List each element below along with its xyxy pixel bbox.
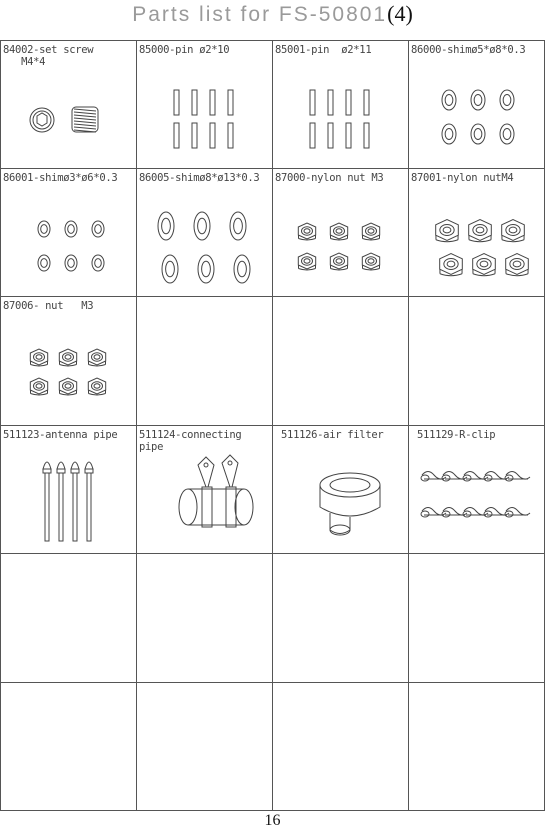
part-label: 511126-air filter xyxy=(275,429,384,441)
empty-part-cell xyxy=(136,553,272,681)
empty-part-cell xyxy=(272,682,408,810)
parts-grid xyxy=(0,40,545,811)
part-label: 511124-connecting pipe xyxy=(139,429,242,453)
part-label: 87000-nylon nut M3 xyxy=(275,172,384,184)
page-title xyxy=(0,0,545,29)
pins-drawing xyxy=(136,40,272,168)
part-label: 86001-shimø3*ø6*0.3 xyxy=(3,172,118,184)
title-text: Parts list for FS-50801 xyxy=(132,3,388,26)
antenna-pipe-drawing xyxy=(0,425,136,553)
shim-large-drawing xyxy=(136,168,272,296)
empty-part-cell xyxy=(272,296,408,424)
part-label: 87001-nylon nutM4 xyxy=(411,172,514,184)
part-label: 86000-shimø5*ø8*0.3 xyxy=(411,44,526,56)
nut-small-drawing xyxy=(0,296,136,424)
air-filter-drawing xyxy=(272,425,408,553)
connecting-pipe-drawing xyxy=(136,425,272,553)
set-screw-drawing xyxy=(0,40,136,168)
part-cell xyxy=(272,168,408,296)
empty-part-cell xyxy=(0,682,136,810)
empty-part-cell xyxy=(136,296,272,424)
pins-drawing xyxy=(272,40,408,168)
part-cell xyxy=(272,425,408,553)
empty-part-cell xyxy=(272,553,408,681)
part-label: 85000-pin ø2*10 xyxy=(139,44,230,56)
part-cell xyxy=(272,40,408,168)
part-cell xyxy=(408,40,544,168)
part-label: 84002-set screw M4*4 xyxy=(3,44,94,68)
part-label: 511129-R-clip xyxy=(411,429,496,441)
part-label: 511123-antenna pipe xyxy=(3,429,118,441)
empty-part-cell xyxy=(408,682,544,810)
page-number: 16 xyxy=(264,812,281,829)
nylon-nut-large-drawing xyxy=(408,168,544,296)
part-label: 87006- nut M3 xyxy=(3,300,94,312)
part-cell xyxy=(0,296,136,424)
empty-part-cell xyxy=(408,553,544,681)
r-clip-drawing xyxy=(408,425,544,553)
empty-part-cell xyxy=(136,682,272,810)
title-suffix: (4) xyxy=(387,1,413,26)
empty-part-cell xyxy=(408,296,544,424)
part-cell xyxy=(0,40,136,168)
part-cell xyxy=(408,425,544,553)
part-cell xyxy=(0,425,136,553)
part-cell xyxy=(408,168,544,296)
part-cell xyxy=(136,425,272,553)
part-label: 86005-shimø8*ø13*0.3 xyxy=(139,172,260,184)
part-cell xyxy=(136,40,272,168)
shim-medium-drawing xyxy=(408,40,544,168)
part-cell xyxy=(0,168,136,296)
shim-small-drawing xyxy=(0,168,136,296)
nylon-nut-small-drawing xyxy=(272,168,408,296)
part-cell xyxy=(136,168,272,296)
part-label: 85001-pin ø2*11 xyxy=(275,44,372,56)
empty-part-cell xyxy=(0,553,136,681)
